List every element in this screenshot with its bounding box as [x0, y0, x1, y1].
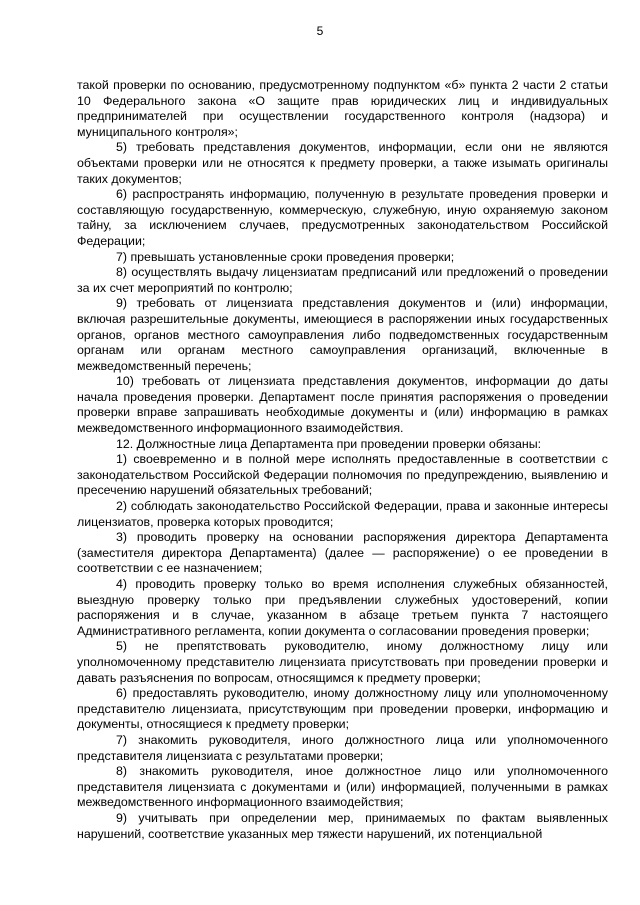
section-heading: 12. Должностные лица Департамента при проведении проверки обязаны:	[116, 436, 542, 451]
paragraph: 4) проводить проверку только во время исполнения служебных обязанностей, выездную проверку только при предъявлении служебных удостоверений, копии распоряжения и в случае, указанном в абзаце третьем пункта 7 настоящего Административного регламента, копии документа о согласовании проведения проверки;	[77, 577, 608, 638]
paragraph: 8) знакомить руководителя, иное должностное лицо или уполномоченного представителя лицензиата с документами и (или) информацией, полученными в рамках межведомственного информационного взаимодействия;	[77, 764, 608, 810]
paragraph: 6) предоставлять руководителю, иному должностному лицу или уполномоченному представителю лицензиата, присутствующим при проведении проверки, информацию и документы, относящиеся к предмету проверки;	[77, 686, 608, 732]
paragraph: 2) соблюдать законодательство Российской Федерации, права и законные интересы лицензиатов, проверка которых проводится;	[77, 499, 608, 529]
paragraph: 10) требовать от лицензиата представления документов, информации до даты начала проведения проверки. Департамент после принятия распоряжения о проведении проверки вправе запрашивать необходимые документы и (или) информацию в рамках межведомственного информационного взаимодействия.	[77, 374, 608, 436]
document-body	[77, 78, 608, 842]
paragraph: 5) не препятствовать руководителю, иному должностному лицу или уполномоченному представителю лицензиата присутствовать при проведении проверки и давать разъяснения по вопросам, относящимся к предмету проверки;	[77, 639, 608, 685]
paragraph: 3) проводить проверку на основании распоряжения директора Департамента (заместителя директора Департамента) (далее — распоряжение) о ее проведении в соответствии с ее назначением;	[77, 530, 608, 576]
paragraph: 6) распространять информацию, полученную в результате проведения проверки и составляющую государственную, коммерческую, служебную, иную охраняемую законом тайну, за исключением случаев, предусмотренных законодательством Российской Федерации;	[77, 187, 608, 248]
paragraph: 8) осуществлять выдачу лицензиатам предписаний или предложений о проведении за их счет мероприятий по контролю;	[77, 265, 608, 295]
page-number: 5	[316, 24, 324, 38]
paragraph: 7) знакомить руководителя, иного должностного лица или уполномоченного представителя лицензиата с результатами проверки;	[77, 732, 608, 763]
paragraph: 9) учитывать при определении мер, принимаемых по фактам выявленных нарушений, соответствие указанных мер тяжести нарушений, их потенциальной	[77, 810, 608, 841]
paragraph: 1) своевременно и в полной мере исполнять предоставленные в соответствии с законодательством Российской Федерации полномочия по предупреждению, выявлению и пресечению нарушений обязательных требований;	[77, 452, 608, 498]
paragraph: 9) требовать от лицензиата представления документов и (или) информации, включая разрешительные документы, имеющиеся в распоряжении иных государственных органов, органов местного самоуправления либо подведомственных государственным органам или органам местного самоуправления организаций, включенные в межведомственный перечень;	[77, 296, 608, 373]
paragraph: 7) превышать установленные сроки проведения проверки;	[116, 249, 455, 264]
paragraph: такой проверки по основанию, предусмотренному подпунктом «б» пункта 2 части 2 статьи 10 Федерального закона «О защите прав юридических лиц и индивидуальных предпринимателей при осуществлении государственного контроля (надзора) и муниципального контроля»;	[77, 78, 608, 139]
paragraph: 5) требовать представления документов, информации, если они не являются объектами проверки или не относятся к предмету проверки, а также изымать оригиналы таких документов;	[77, 140, 608, 186]
